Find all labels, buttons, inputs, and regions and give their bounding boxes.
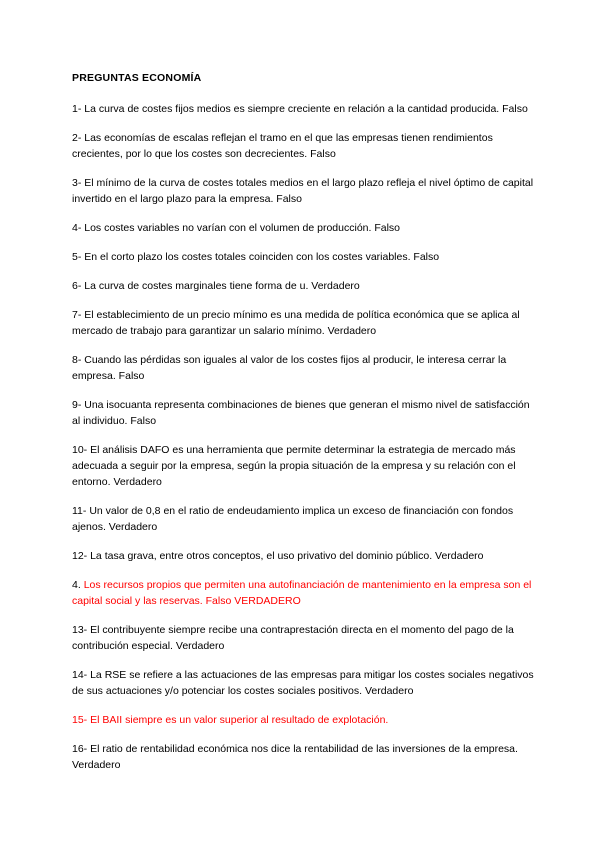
question-10: 10- El análisis DAFO es una herramienta que permite determinar la estrategia de mercado más adecuada a seguir por la empresa, según la propia situación de la empresa y su relación con el entorno. Verdadero	[72, 444, 516, 488]
question-2: 2- Las economías de escalas reflejan el tramo en el que las empresas tienen rendimientos crecientes, por lo que los costes son decrecientes. Falso	[72, 132, 493, 160]
question-1: 1- La curva de costes fijos medios es siempre creciente en relación a la cantidad producida. Falso	[72, 103, 528, 115]
question-8: 8- Cuando las pérdidas son iguales al valor de los costes fijos al producir, le interesa cerrar la empresa. Falso	[72, 354, 507, 382]
question-text: Los recursos propios que permiten una autofinanciación de mantenimiento en la empresa son el capital social y las reservas. Falso VERDADERO	[72, 579, 532, 607]
question-4-highlighted	[72, 577, 536, 609]
document-title: PREGUNTAS ECONOMÍA	[72, 72, 202, 84]
question-3: 3- El mínimo de la curva de costes totales medios en el largo plazo refleja el nivel óptimo de capital invertido en el largo plazo para la empresa. Falso	[72, 177, 534, 205]
question-number: 4.	[72, 579, 81, 591]
question-12: 12- La tasa grava, entre otros conceptos, el uso privativo del dominio público. Verdadero	[72, 550, 484, 562]
question-6: 6- La curva de costes marginales tiene forma de u. Verdadero	[72, 280, 360, 292]
question-16: 16- El ratio de rentabilidad económica nos dice la rentabilidad de las inversiones de la empresa. Verdadero	[72, 743, 518, 771]
question-9: 9- Una isocuanta representa combinaciones de bienes que generan el mismo nivel de satisfacción al individuo. Falso	[72, 399, 530, 427]
question-15-highlighted: 15- El BAII siempre es un valor superior al resultado de explotación.	[72, 714, 389, 726]
question-14: 14- La RSE se refiere a las actuaciones de las empresas para mitigar los costes sociales negativos de sus actuaciones y/o potenciar los costes sociales positivos. Verdadero	[72, 669, 534, 697]
question-7: 7- El establecimiento de un precio mínimo es una medida de política económica que se aplica al mercado de trabajo para garantizar un salario mínimo. Verdadero	[72, 309, 520, 337]
question-4: 4- Los costes variables no varían con el volumen de producción. Falso	[72, 222, 401, 234]
question-13: 13- El contribuyente siempre recibe una contraprestación directa en el momento del pago de la contribución especial. Verdadero	[72, 624, 514, 652]
question-5: 5- En el corto plazo los costes totales coinciden con los costes variables. Falso	[72, 251, 440, 263]
question-11: 11- Un valor de 0,8 en el ratio de endeudamiento implica un exceso de financiación con fondos ajenos. Verdadero	[72, 505, 514, 533]
